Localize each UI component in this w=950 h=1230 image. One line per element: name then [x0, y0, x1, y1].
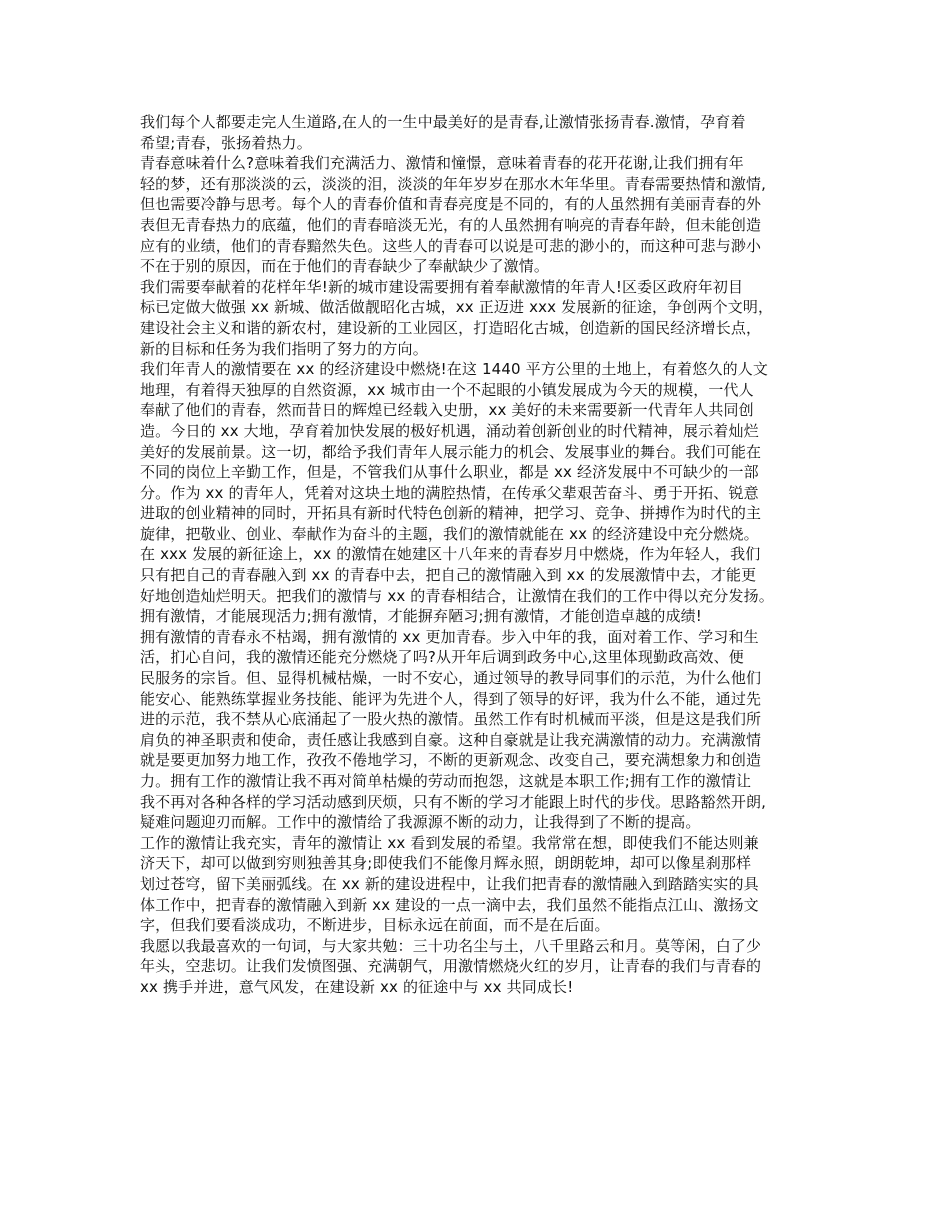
text-line: 划过苍穹，留下美丽弧线。在 xx 新的建设进程中，让我们把青春的激情融入到踏踏实实的具	[140, 874, 759, 893]
text-line: 造。今日的 xx 大地，孕育着加快发展的极好机遇，涌动着创新创业的时代精神，展示着灿烂	[140, 421, 759, 440]
text-line: 不同的岗位上辛勤工作，但是，不管我们从事什么职业，都是 xx 经济发展中不可缺少的一部	[140, 463, 759, 482]
text-line: 奉献了他们的青春，然而昔日的辉煌已经载入史册，xx 美好的未来需要新一代青年人共同创	[140, 401, 754, 420]
text-line: 民服务的宗旨。但、显得机械枯燥，一时不安心，通过领导的教导同事们的示范，为什么他们	[140, 669, 762, 688]
text-line: 年头，空悲切。让我们发愤图强、充满朝气，用激情燃烧火红的岁月，让青春的我们与青春的	[140, 957, 762, 976]
text-line: 活，扪心自问，我的激情还能充分燃烧了吗?从开年后调到政务中心,这里体现勤政高效、便	[140, 648, 744, 667]
text-line: 轻的梦，还有那淡淡的云，淡淡的泪，淡淡的年年岁岁在那水木年华里。青春需要热情和激情,	[140, 174, 767, 193]
text-line: 表但无青春热力的底蕴，他们的青春暗淡无光，有的人虽然拥有响亮的青春年龄，但未能创造	[140, 215, 762, 234]
text-line: 旋律，把敬业、创业、奉献作为奋斗的主题，我们的激情就能在 xx 的经济建设中充分燃烧。	[140, 524, 759, 543]
text-line: 能安心、能熟练掌握业务技能、能评为先进个人，得到了领导的好评，我为什么不能，通过先	[140, 689, 762, 708]
text-line: 地理，有着得天独厚的自然资源，xx 城市由一个不起眼的小镇发展成为今天的规模，一代人	[140, 380, 754, 399]
text-line: 不在于别的原因，而在于他们的青春缺少了奉献缺少了激情。	[140, 257, 550, 276]
text-line: 标已定做大做强 xx 新城、做活做靓昭化古城，xx 正迈进 xxx 发展新的征途，争创两个文明，	[140, 298, 774, 317]
text-line: 希望;青春，张扬着热力。	[140, 133, 312, 152]
text-line: 济天下，却可以做到穷则独善其身;即使我们不能像月辉永照，朗朗乾坤，却可以像星刹那样	[140, 854, 752, 873]
text-line: 我们需要奉献着的花样年华!新的城市建设需要拥有着奉献激情的年青人!区委区政府年初目	[140, 277, 744, 296]
text-line: 青春意味着什么?意味着我们充满活力、激情和憧憬，意味着青春的花开花谢,让我们拥有年	[140, 154, 744, 173]
text-line: 进的示范，我不禁从心底涌起了一股火热的激情。虽然工作有时机械而平淡，但是这是我们所	[140, 710, 762, 729]
text-line: 工作的激情让我充实，青年的激情让 xx 看到发展的希望。我常常在想，即使我们不能达则兼	[140, 833, 759, 852]
text-line: 好地创造灿烂明天。把我们的激情与 xx 的青春相结合，让激情在我们的工作中得以充分发扬。	[140, 586, 774, 605]
document-body	[140, 112, 816, 998]
text-line: 应有的业绩，他们的青春黯然失色。这些人的青春可以说是可悲的渺小的，而这种可悲与渺小	[140, 236, 762, 255]
text-line: 建设社会主义和谐的新农村，建设新的工业园区，打造昭化古城，创造新的国民经济增长点，	[140, 318, 762, 337]
text-line: 只有把自己的青春融入到 xx 的青春中去，把自己的激情融入到 xx 的发展激情中去，才能更	[140, 566, 757, 585]
text-line: 我不再对各种各样的学习活动感到厌烦，只有不断的学习才能跟上时代的步伐。思路豁然开朗,	[140, 792, 767, 811]
text-line: 肩负的神圣职责和使命，责任感让我感到自豪。这种自豪就是让我充满激情的动力。充满激情	[140, 730, 762, 749]
text-line: 美好的发展前景。这一切，都给予我们青年人展示能力的机会、发展事业的舞台。我们可能在	[140, 442, 762, 461]
text-line: 拥有激情的青春永不枯竭，拥有激情的 xx 更加青春。步入中年的我，面对着工作、学习和生	[140, 627, 759, 646]
text-line: xx 携手并进，意气风发，在建设新 xx 的征途中与 xx 共同成长!	[140, 977, 574, 996]
text-line: 但也需要冷静与思考。每个人的青春价值和青春亮度是不同的，有的人虽然拥有美丽青春的外	[140, 195, 762, 214]
text-line: 我们每个人都要走完人生道路,在人的一生中最美好的是青春,让激情张扬青春.激情，孕育着	[140, 113, 746, 131]
text-line: 字，但我们要看淡成功，不断进步，目标永远在前面，而不是在后面。	[140, 916, 610, 935]
text-line: 力。拥有工作的激情让我不再对简单枯燥的劳动而抱怨，这就是本职工作;拥有工作的激情让	[140, 772, 752, 790]
text-line: 拥有激情，才能展现活力;拥有激情，才能摒弃陋习;拥有激情，才能创造卓越的成绩!	[140, 607, 702, 626]
text-line: 就是要更加努力地工作，孜孜不倦地学习，不断的更新观念、改变自己，要充满想象力和创造	[140, 751, 762, 770]
text-line: 新的目标和任务为我们指明了努力的方向。	[140, 339, 428, 358]
text-line: 进取的创业精神的同时，开拓具有新时代特色创新的精神，把学习、竞争、拼搏作为时代的主	[140, 504, 762, 523]
text-line: 分。作为 xx 的青年人，凭着对这块土地的满腔热情，在传承父辈艰苦奋斗、勇于开拓、锐意	[140, 483, 759, 502]
text-line: 我愿以我最喜欢的一句词，与大家共勉：三十功名尘与土，八千里路云和月。莫等闲，白了少	[140, 936, 762, 955]
text-line: 我们年青人的激情要在 xx 的经济建设中燃烧!在这 1440 平方公里的土地上，有着悠久的人文	[140, 360, 769, 379]
text-line: 在 xxx 发展的新征途上，xx 的激情在她建区十八年来的青春岁月中燃烧，作为年轻人，我们	[140, 545, 761, 564]
text-line: 疑难问题迎刃而解。工作中的激情给了我源源不断的动力，让我得到了不断的提高。	[140, 813, 701, 832]
text-line: 体工作中，把青春的激情融入到新 xx 建设的一点一滴中去，我们虽然不能指点江山、激扬文	[140, 895, 759, 914]
